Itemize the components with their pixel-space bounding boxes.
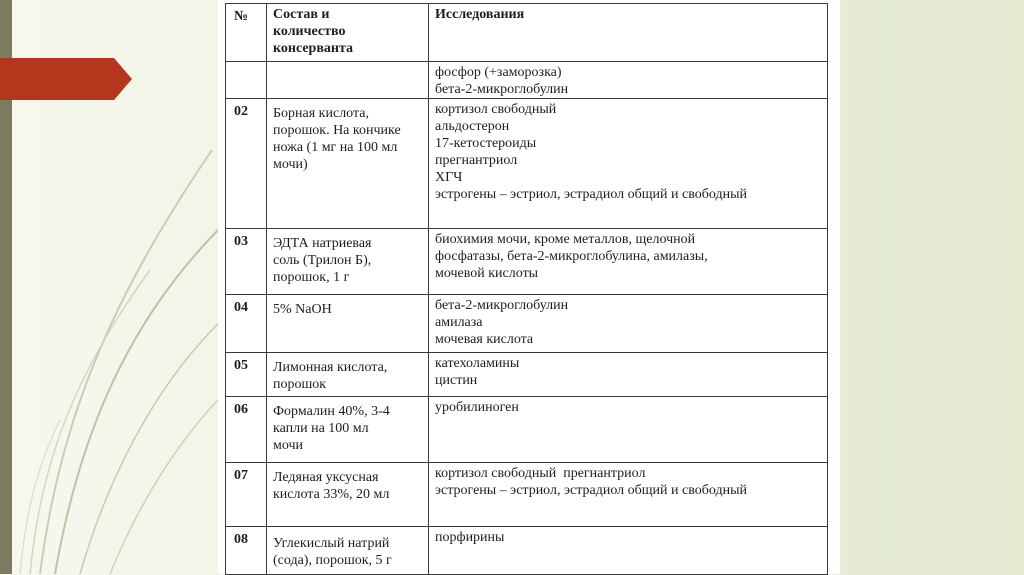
preservatives-table: [225, 3, 828, 575]
composition-line: мочи): [273, 157, 308, 172]
red-arrow-banner: [0, 58, 132, 100]
header-tests: Исследования: [429, 4, 828, 62]
test-item: биохимия мочи, кроме металлов, щелочной: [435, 232, 696, 247]
test-item: уробилиноген: [435, 400, 519, 415]
table-row: [226, 353, 828, 397]
header-number: №: [226, 4, 267, 62]
document-page: [218, 0, 840, 574]
table-row: [226, 229, 828, 295]
table-row: [226, 295, 828, 353]
test-item: прегнантриол: [435, 153, 518, 168]
test-item: порфирины: [435, 530, 505, 545]
test-item: мочевой кислоты: [435, 266, 539, 281]
row-number: 02: [226, 99, 267, 229]
composition-line: кислота 33%, 20 мл: [273, 487, 390, 502]
row-composition: [267, 62, 429, 99]
composition-line: Борная кислота,: [273, 106, 369, 121]
composition-line: Ледяная уксусная: [273, 470, 379, 485]
test-item: катехоламины: [435, 356, 520, 371]
composition-line: ЭДТА натриевая: [273, 236, 372, 251]
test-item: амилаза: [435, 315, 483, 330]
test-item: эстрогены – эстриол, эстрадиол общий и свободный: [435, 187, 747, 202]
composition-line: мочи: [273, 438, 304, 453]
row-tests: [429, 527, 828, 575]
row-tests: [429, 397, 828, 463]
test-item: кортизол свободный: [435, 102, 557, 117]
table-row: [226, 463, 828, 527]
table-row: [226, 397, 828, 463]
test-item: фосфор (+заморозка): [435, 65, 562, 80]
table-row: [226, 527, 828, 575]
composition-line: Углекислый натрий: [273, 536, 390, 551]
row-tests: [429, 463, 828, 527]
test-item: цистин: [435, 373, 478, 388]
test-item: фосфатазы, бета-2-микроглобулина, амилазы,: [435, 249, 708, 264]
table-header-row: [226, 4, 828, 62]
composition-line: порошок: [273, 377, 327, 392]
composition-line: 5% NaOH: [273, 302, 332, 317]
composition-line: Формалин 40%, 3-4: [273, 404, 390, 419]
test-item: мочевая кислота: [435, 332, 534, 347]
test-item: бета-2-микроглобулин: [435, 298, 569, 313]
test-item: 17-кетостероиды: [435, 136, 537, 151]
row-composition: [267, 229, 429, 295]
composition-line: (сода), порошок, 5 г: [273, 553, 392, 568]
test-item: бета-2-микроглобулин: [435, 82, 569, 97]
composition-line: соль (Трилон Б),: [273, 253, 372, 268]
row-number: 03: [226, 229, 267, 295]
row-composition: [267, 295, 429, 353]
row-composition: [267, 527, 429, 575]
row-number: 06: [226, 397, 267, 463]
composition-line: капли на 100 мл: [273, 421, 369, 436]
row-tests: [429, 99, 828, 229]
row-tests: [429, 62, 828, 99]
test-item: альдостерон: [435, 119, 510, 134]
row-number: 04: [226, 295, 267, 353]
table-row: [226, 62, 828, 99]
row-number: 05: [226, 353, 267, 397]
row-tests: [429, 295, 828, 353]
test-item: эстрогены – эстриол, эстрадиол общий и свободный: [435, 483, 747, 498]
row-number: [226, 62, 267, 99]
row-tests: [429, 229, 828, 295]
row-composition: [267, 99, 429, 229]
row-number: 07: [226, 463, 267, 527]
row-number: 08: [226, 527, 267, 575]
row-composition: [267, 397, 429, 463]
composition-line: ножа (1 мг на 100 мл: [273, 140, 398, 155]
header-composition-line: количество: [273, 24, 346, 39]
header-composition-line: консерванта: [273, 41, 354, 56]
composition-line: Лимонная кислота,: [273, 360, 388, 375]
header-composition-line: Состав и: [273, 7, 330, 22]
composition-line: порошок. На кончике: [273, 123, 401, 138]
header-composition: [267, 4, 429, 62]
test-item: ХГЧ: [435, 170, 463, 185]
row-composition: [267, 353, 429, 397]
row-composition: [267, 463, 429, 527]
composition-line: порошок, 1 г: [273, 270, 350, 285]
table-row: [226, 99, 828, 229]
test-item: кортизол свободный прегнантриол: [435, 466, 646, 481]
row-tests: [429, 353, 828, 397]
